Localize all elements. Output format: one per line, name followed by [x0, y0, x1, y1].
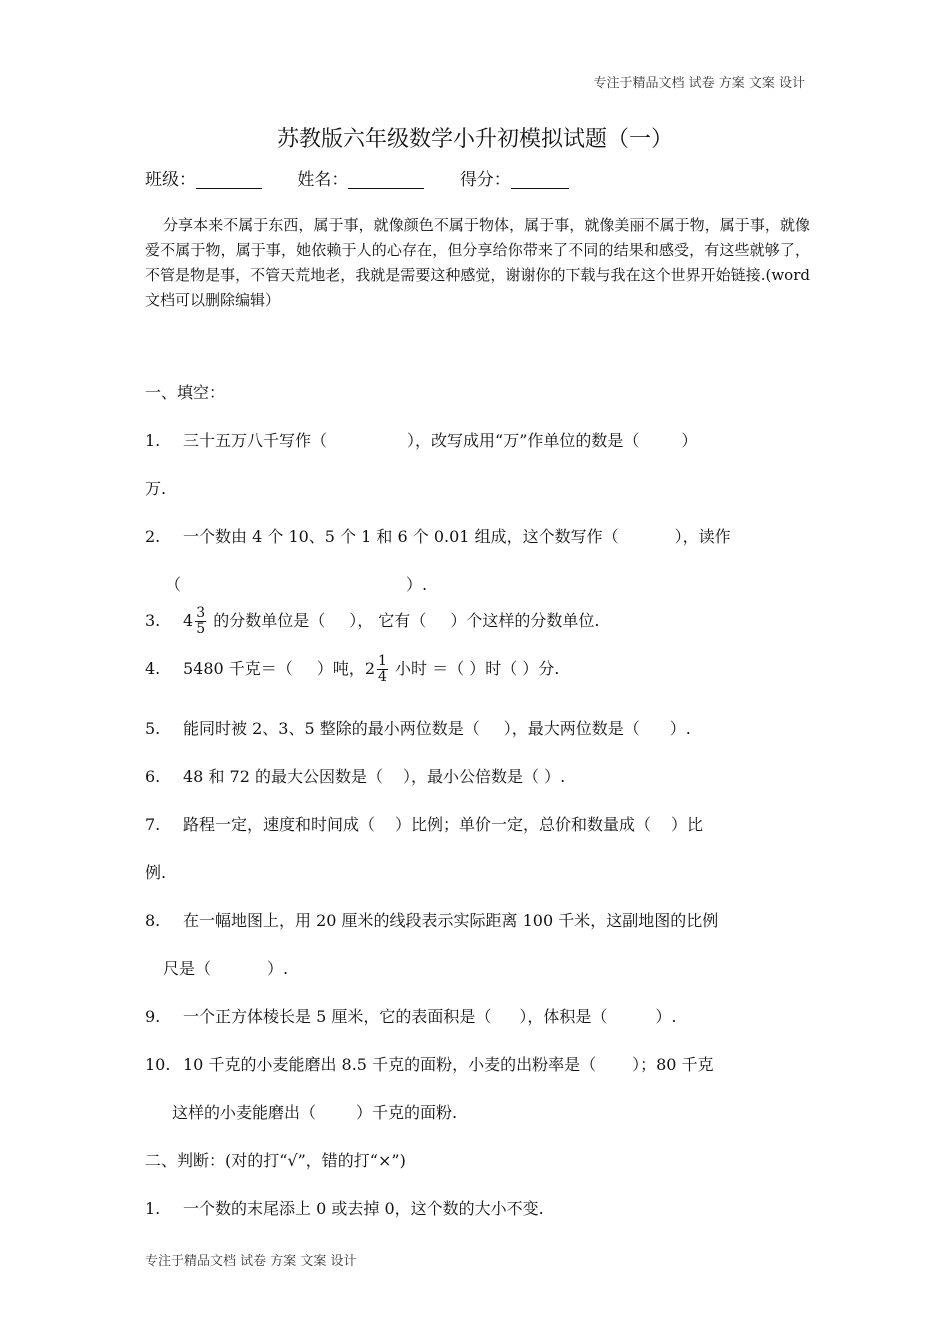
question-10-continued — [172, 1100, 457, 1123]
question-text: ），最小公倍数是（ ）. — [402, 767, 566, 786]
question-text: ）， 它有（ — [349, 611, 427, 630]
question-text: 的分数单位是（ — [213, 611, 326, 630]
question-number: 9. — [145, 1007, 161, 1026]
question-number: 8. — [145, 911, 161, 930]
question-7-continued: 例. — [145, 863, 167, 882]
question-5 — [145, 716, 691, 739]
intro-paragraph — [145, 213, 810, 313]
class-blank — [196, 168, 262, 189]
question-10 — [145, 1052, 714, 1075]
judgement-1 — [145, 1196, 544, 1219]
name-blank — [348, 168, 424, 189]
question-text: ）. — [669, 719, 691, 738]
question-text: ）千克的面粉. — [356, 1103, 458, 1122]
question-text: 这样的小麦能磨出（ — [172, 1103, 317, 1122]
question-text: 一个数的末尾添上 0 或去掉 0，这个数的大小不变. — [183, 1199, 544, 1218]
question-8 — [145, 908, 718, 931]
page-footer: 专注于精品文档 试卷 方案 文案 设计 — [145, 1254, 357, 1269]
question-number: 4. — [145, 659, 161, 678]
score-label: 得分： — [459, 170, 511, 190]
question-number: 6. — [145, 767, 161, 786]
question-2 — [145, 524, 731, 547]
question-3 — [145, 606, 599, 637]
question-2-continued — [165, 572, 427, 595]
question-text: 10 千克的小麦能磨出 8.5 千克的面粉，小麦的出粉率是（ — [183, 1055, 597, 1074]
question-number: 7. — [145, 815, 161, 834]
question-number: 10. — [145, 1055, 171, 1074]
question-text: （ — [165, 575, 182, 594]
question-number: 1. — [145, 431, 161, 450]
question-text: 三十五万八千写作（ — [183, 431, 328, 450]
question-1-continued: 万. — [145, 479, 167, 498]
fraction — [377, 654, 388, 685]
question-text: ）个这样的分数单位. — [450, 611, 600, 630]
question-text: ），体积是（ — [519, 1007, 608, 1026]
intro-text: 分享本来不属于东西，属于事，就像颜色不属于物体，属于事，就像美丽不属于物，属于事，就像爱不属于物，属于事，她依赖于人的心存在，但分享给你带来了不同的结果和感受，有这些就够了，不管是物是事，不管天荒地老，我就是需要这种感觉，谢谢你的下载与我在这个世界开始链接.(word 文档可以删除编辑） — [145, 216, 810, 309]
fraction-denominator: 4 — [378, 669, 387, 685]
question-text: 尺是（ — [163, 959, 212, 978]
question-text: ）比例；单价一定，总价和数量成（ — [395, 815, 652, 834]
question-number: 3. — [145, 611, 161, 630]
question-6 — [145, 764, 565, 787]
question-text: ）比 — [671, 815, 704, 834]
question-text: ）吨，2 — [316, 659, 375, 678]
question-text: ）. — [655, 1007, 677, 1026]
question-text: 一个正方体棱长是 5 厘米，它的表面积是（ — [183, 1007, 492, 1026]
score-blank — [511, 168, 569, 189]
question-text: ）. — [406, 575, 428, 594]
page-title: 苏教版六年级数学小升初模拟试题（一） — [276, 127, 673, 152]
page-header: 专注于精品文档 试卷 方案 文案 设计 — [593, 76, 805, 91]
question-text: 能同时被 2、3、5 整除的最小两位数是（ — [183, 719, 480, 738]
question-text: 5480 千克＝（ — [183, 659, 293, 678]
question-7 — [145, 812, 703, 835]
question-text: 路程一定，速度和时间成（ — [183, 815, 376, 834]
question-8-continued — [163, 956, 288, 979]
fraction-denominator: 5 — [196, 621, 206, 637]
question-text: 48 和 72 的最大公因数是（ — [183, 767, 383, 786]
fraction-numerator: 1 — [378, 653, 387, 669]
question-4 — [145, 654, 559, 685]
student-info-fields — [145, 165, 599, 190]
section-fill-in-title: 一、填空： — [145, 383, 226, 402]
section-judgement-title: 二、判断：(对的打“√”，错的打“×”) — [145, 1151, 406, 1170]
question-number: 1. — [145, 1199, 161, 1218]
question-text: 小时 ＝（ ）时（ ）分. — [395, 659, 560, 678]
class-label: 班级： — [145, 170, 196, 190]
question-text: ），改写成用“万”作单位的数是（ — [407, 431, 640, 450]
question-number: 2. — [145, 527, 161, 546]
question-text: 一个数由 4 个 10、5 个 1 和 6 个 0.01 组成，这个数写作（ — [183, 527, 619, 546]
question-1 — [145, 428, 697, 451]
question-text: ） — [681, 431, 698, 450]
question-text: ），最大两位数是（ — [503, 719, 640, 738]
mixed-number-whole: 4 — [183, 611, 194, 630]
question-text: ）；80 千克 — [632, 1055, 714, 1074]
fraction — [195, 606, 206, 637]
question-text: ），读作 — [674, 527, 731, 546]
question-9 — [145, 1004, 676, 1027]
question-number: 5. — [145, 719, 161, 738]
name-label: 姓名： — [297, 170, 349, 190]
question-text: ）. — [267, 959, 289, 978]
question-text: 在一幅地图上，用 20 厘米的线段表示实际距离 100 千米，这副地图的比例 — [183, 911, 719, 930]
fraction-numerator: 3 — [196, 605, 206, 621]
